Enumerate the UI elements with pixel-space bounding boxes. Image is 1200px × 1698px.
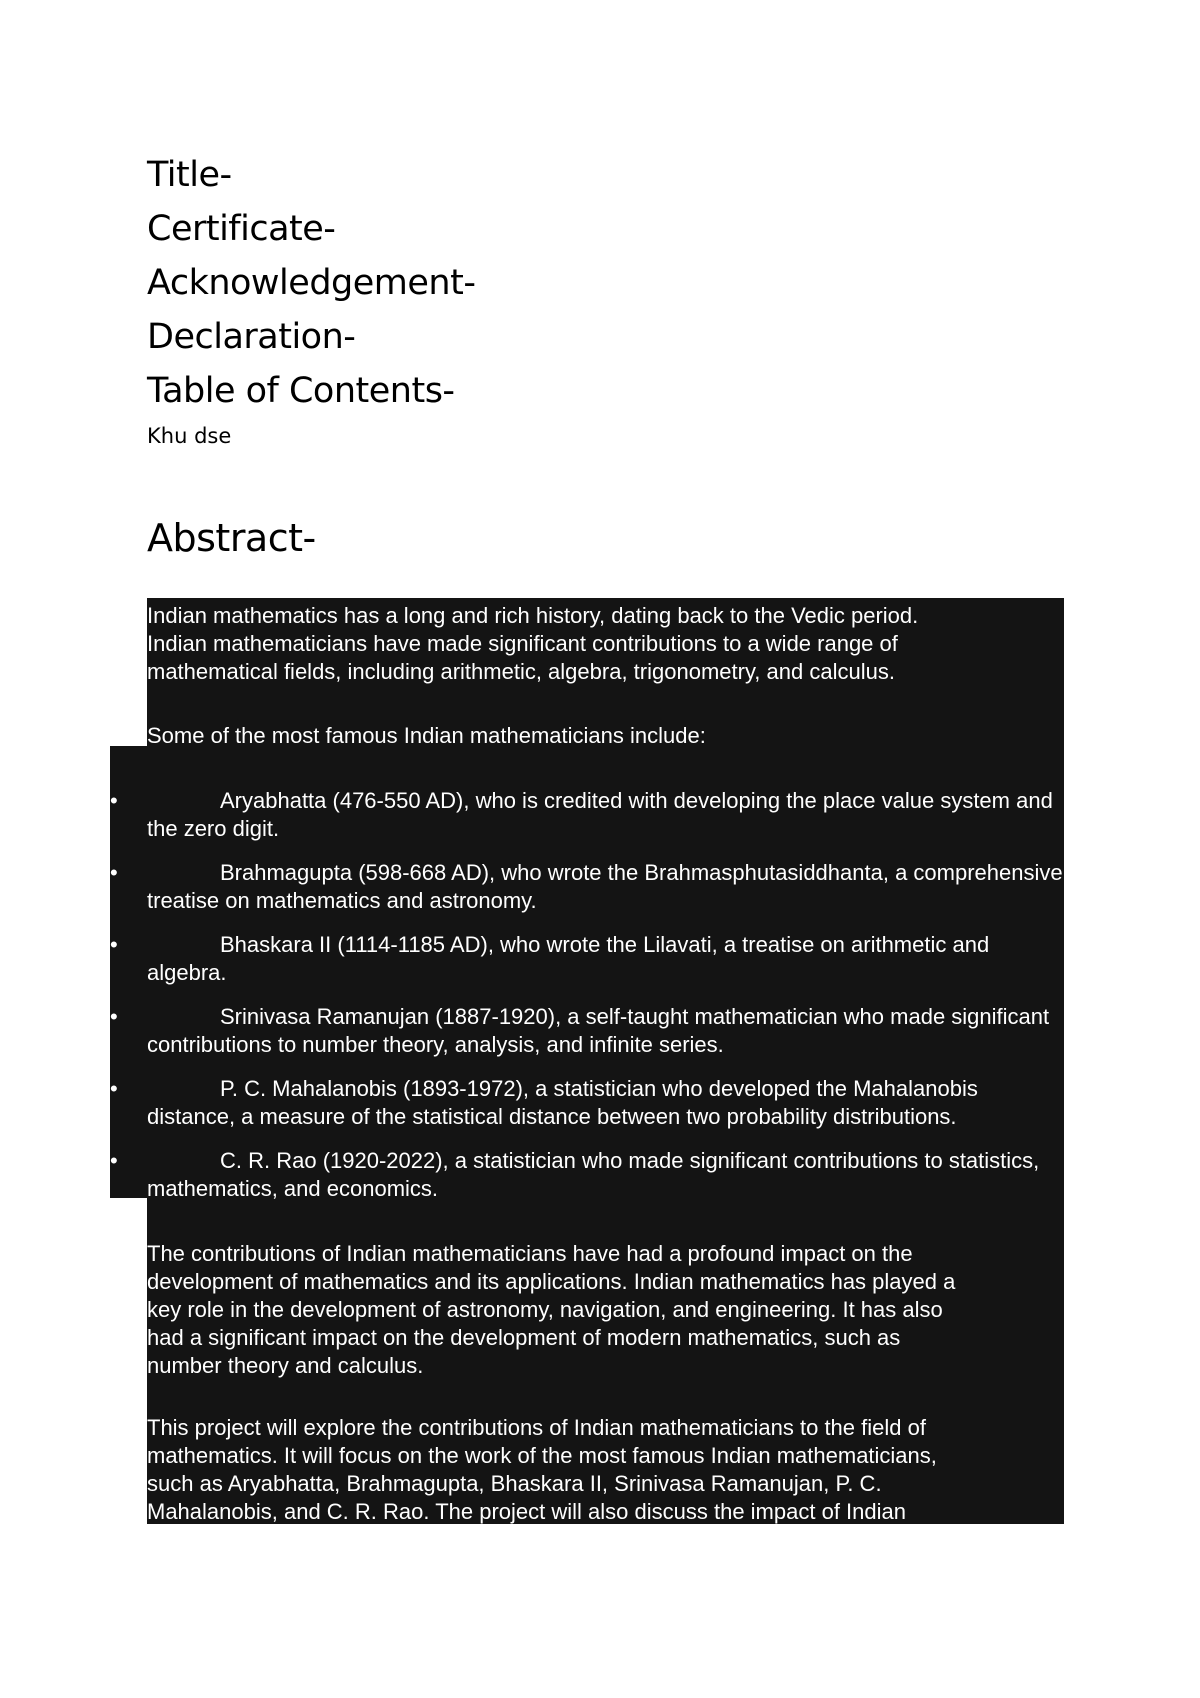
table-of-contents-heading: Table of Contents- [147, 371, 455, 411]
list-item-text: Brahmagupta (598-668 AD), who wrote the Brahmasphutasiddhanta, a comprehensive treatise on mathematics and astronomy. [147, 860, 1063, 913]
bullet-icon: • [110, 788, 118, 813]
front-matter [147, 148, 847, 450]
list-item-text: Srinivasa Ramanujan (1887-1920), a self-taught mathematician who made significant contributions to number theory, analysis, and infinite series. [147, 1004, 1050, 1057]
list-intro-paragraph: Some of the most famous Indian mathematicians include: [147, 723, 706, 748]
impact-paragraph: The contributions of Indian mathematicians have had a profound impact on the development of mathematics and its applications. Indian mathematics has played a key role in the development of astronomy, navigation, and engineering. It has also had a significant impact on the development of modern mathematics, such as number theory and calculus. [147, 1241, 956, 1378]
list-item-text: Aryabhatta (476-550 AD), who is credited with developing the place value system and the zero digit. [147, 788, 1053, 841]
title-heading: Title- [147, 155, 232, 195]
acknowledgement-heading: Acknowledgement- [147, 263, 476, 303]
declaration-heading: Declaration- [147, 317, 356, 357]
abstract-intro-paragraph: Indian mathematics has a long and rich history, dating back to the Vedic period. Indian mathematicians have made significant contributions to a wide range of mathematical fields, including arithmetic, algebra, trigonometry, and calculus. [147, 603, 919, 684]
bullet-icon: • [110, 932, 118, 957]
list-item-text: P. C. Mahalanobis (1893-1972), a statistician who developed the Mahalanobis distance, a measure of the statistical distance between two probability distributions. [147, 1076, 978, 1129]
bullet-icon: • [110, 1004, 118, 1029]
bullet-icon: • [110, 1148, 118, 1173]
author-name: Khu dse [147, 424, 232, 448]
certificate-heading: Certificate- [147, 209, 336, 249]
bullet-icon: • [110, 860, 118, 885]
bullet-icon: • [110, 1076, 118, 1101]
list-item-text: Bhaskara II (1114-1185 AD), who wrote the Lilavati, a treatise on arithmetic and algebra. [147, 932, 990, 985]
project-paragraph: This project will explore the contributions of Indian mathematicians to the field of mathematics. It will focus on the work of the most famous Indian mathematicians, such as Aryabhatta, Brahmagupta, Bhaskara II, Srinivasa Ramanujan, P. C. Mahalanobis, and C. R. Rao. The project will also discuss the impact of Indian [147, 1415, 937, 1524]
abstract-heading: Abstract- [147, 516, 316, 560]
list-item-text: C. R. Rao (1920-2022), a statistician who made significant contributions to statistics, mathematics, and economics. [147, 1148, 1040, 1201]
